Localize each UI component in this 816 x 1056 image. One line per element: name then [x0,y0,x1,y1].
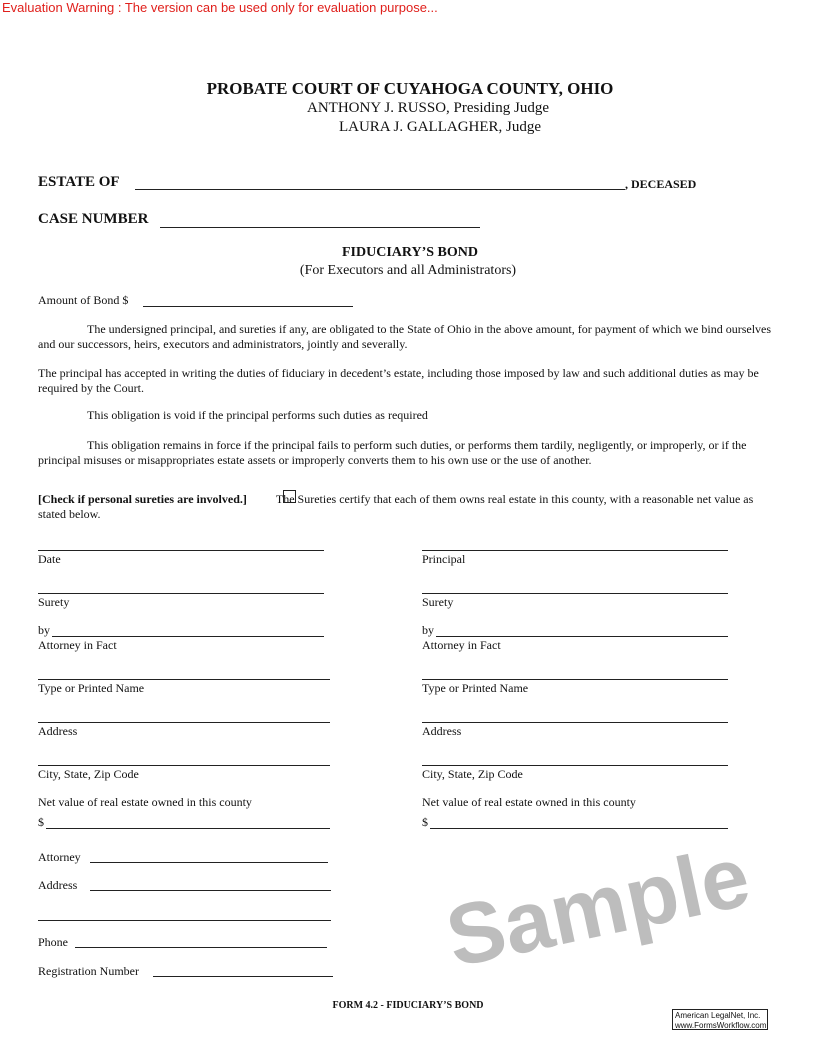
attorney-label: Attorney [38,850,81,864]
attorney-in-fact-left-label: Attorney in Fact [38,638,117,652]
surety-left-label: Surety [38,595,70,609]
attorney-address-field[interactable] [90,890,331,891]
city-left-line[interactable] [38,765,330,766]
registration-field[interactable] [153,976,333,977]
by-left-label: by [38,623,50,637]
by-right-label: by [422,623,434,637]
attorney-in-fact-left-line[interactable] [52,636,324,637]
attorney-in-fact-right-line[interactable] [436,636,728,637]
phone-label: Phone [38,935,68,949]
deceased-label: , DECEASED [625,177,697,191]
city-right-label: City, State, Zip Code [422,767,523,781]
registration-label: Registration Number [38,964,139,978]
printed-name-right-line[interactable] [422,679,728,680]
address-right-line[interactable] [422,722,728,723]
date-line[interactable] [38,550,324,551]
principal-line[interactable] [422,550,728,551]
form-title: FIDUCIARY’S BOND [341,245,479,260]
attorney-field[interactable] [90,862,328,863]
estate-field[interactable] [135,189,625,190]
attorney-address-label: Address [38,878,78,892]
net-value-right-field[interactable] [430,828,728,829]
paragraph-void: This obligation is void if the principal performs such duties as required [87,408,428,422]
address-right-label: Address [422,724,462,738]
net-value-right-label: Net value of real estate owned in this county [422,795,636,809]
court-title: PROBATE COURT OF CUYAHOGA COUNTY, OHIO [206,79,614,98]
printed-name-left-label: Type or Printed Name [38,681,145,695]
vendor-name: American LegalNet, Inc. [675,1011,761,1020]
city-left-label: City, State, Zip Code [38,767,139,781]
printed-name-left-line[interactable] [38,679,330,680]
judge: LAURA J. GALLAGHER, Judge [338,119,542,135]
surety-right-label: Surety [422,595,454,609]
dollar-left: $ [38,815,44,829]
case-number-label: CASE NUMBER [38,211,149,227]
personal-sureties-checkbox[interactable] [283,490,296,503]
estate-label: ESTATE OF [38,174,120,190]
dollar-right: $ [422,815,428,829]
address-left-label: Address [38,724,78,738]
net-value-left-field[interactable] [46,828,330,829]
net-value-left-label: Net value of real estate owned in this county [38,795,252,809]
paragraph-obligation: The undersigned principal, and sureties if any, are obligated to the State of Ohio in the above amount, for payment of which we bind ourselves and our successors, heirs, executors and administrators, jointly and severally. [38,322,772,351]
vendor-box [672,1009,768,1030]
check-label: [Check if personal sureties are involved.] [38,492,247,506]
address-left-line[interactable] [38,722,330,723]
attorney-address-field-2[interactable] [38,920,331,921]
form-footer: FORM 4.2 - FIDUCIARY’S BOND [332,1000,484,1011]
printed-name-right-label: Type or Printed Name [422,681,529,695]
sample-watermark: Sample [438,828,758,986]
surety-right-line[interactable] [422,593,728,594]
form-subtitle: (For Executors and all Administrators) [299,263,517,278]
paragraph-duties: The principal has accepted in writing the duties of fiduciary in decedent’s estate, including those imposed by law and such additional duties as may be required by the Court. [38,366,759,395]
sureties-statement [38,492,778,521]
case-number-field[interactable] [160,227,480,228]
amount-field[interactable] [143,306,353,307]
amount-label: Amount of Bond $ [38,293,129,307]
surety-left-line[interactable] [38,593,324,594]
attorney-in-fact-right-label: Attorney in Fact [422,638,501,652]
city-right-line[interactable] [422,765,728,766]
phone-field[interactable] [75,947,327,948]
date-label: Date [38,552,61,566]
presiding-judge: ANTHONY J. RUSSO, Presiding Judge [307,100,549,116]
principal-label: Principal [422,552,466,566]
evaluation-warning: Evaluation Warning : The version can be used only for evaluation purpose... [2,0,438,15]
sureties-text: The Sureties certify that each of them owns real estate in this county, with a reasonable net value as stated below. [38,492,754,521]
vendor-url: www.FormsWorkflow.com [675,1021,767,1030]
paragraph-in-force: This obligation remains in force if the principal fails to perform such duties, or performs them tardily, negligently, or improperly, or if the principal misuses or misappropriates estate assets or improperly converts them to his own use or the use of another. [38,438,747,467]
